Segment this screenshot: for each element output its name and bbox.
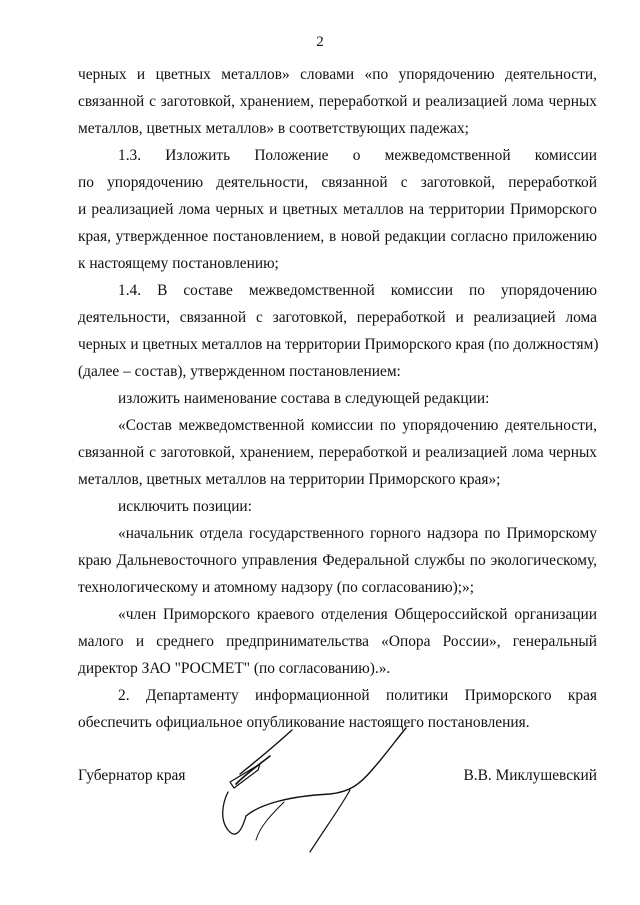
text-line: черных и цветных металлов» словами «по упорядочению деятельности,	[78, 66, 597, 83]
text-line: директор ЗАО "РОСМЕТ" (по согласованию).».	[78, 660, 391, 677]
text-line: по упорядочению деятельности, связанной с заготовкой, переработкой	[78, 174, 597, 191]
text-line: и реализацией лома черных и цветных металлов на территории Приморского	[78, 201, 597, 218]
text-line: деятельности, связанной с заготовкой, переработкой и реализацией лома	[78, 309, 597, 326]
text-line: черных и цветных металлов на территории Приморского края (по должностям)	[78, 336, 599, 353]
text-line: технологическому и атомному надзору (по согласованию);»;	[78, 579, 475, 596]
text-line: малого и среднего предпринимательства «Опора России», генеральный	[78, 633, 597, 650]
text-line: связанной с заготовкой, хранением, переработкой и реализацией лома черных	[78, 93, 597, 110]
text-line: изложить наименование состава в следующей редакции:	[118, 390, 490, 407]
text-line: 1.3. Изложить Положение о межведомственной комиссии	[118, 147, 597, 164]
text-line: к настоящему постановлению;	[78, 255, 279, 272]
text-line: связанной с заготовкой, хранением, переработкой и реализацией лома черных	[78, 444, 597, 461]
page-number: 2	[316, 34, 324, 50]
handwritten-signature	[200, 712, 430, 862]
text-line: «член Приморского краевого отделения Общероссийской организации	[118, 606, 597, 623]
text-line: краю Дальневосточного управления Федеральной службы по экологическому,	[78, 552, 597, 569]
text-line: «начальник отдела государственного горного надзора по Приморскому	[118, 525, 597, 542]
text-line: «Состав межведомственной комиссии по упорядочению деятельности,	[118, 417, 597, 434]
signatory-name: В.В. Миклушевский	[463, 767, 597, 784]
text-line: металлов, цветных металлов» в соответствующих падежах;	[78, 120, 469, 137]
text-line: края, утвержденное постановлением, в новой редакции согласно приложению	[78, 228, 597, 245]
text-line: металлов, цветных металлов на территории Приморского края»;	[78, 471, 501, 488]
text-line: 1.4. В составе межведомственной комиссии по упорядочению	[118, 282, 597, 299]
text-line: исключить позиции:	[118, 498, 252, 515]
text-line: 2. Департаменту информационной политики Приморского края	[118, 687, 597, 704]
text-line: обеспечить официальное опубликование настоящего постановления.	[78, 714, 530, 731]
text-line: (далее – состав), утвержденном постановлением:	[78, 363, 401, 380]
signatory-position: Губернатор края	[78, 767, 186, 784]
